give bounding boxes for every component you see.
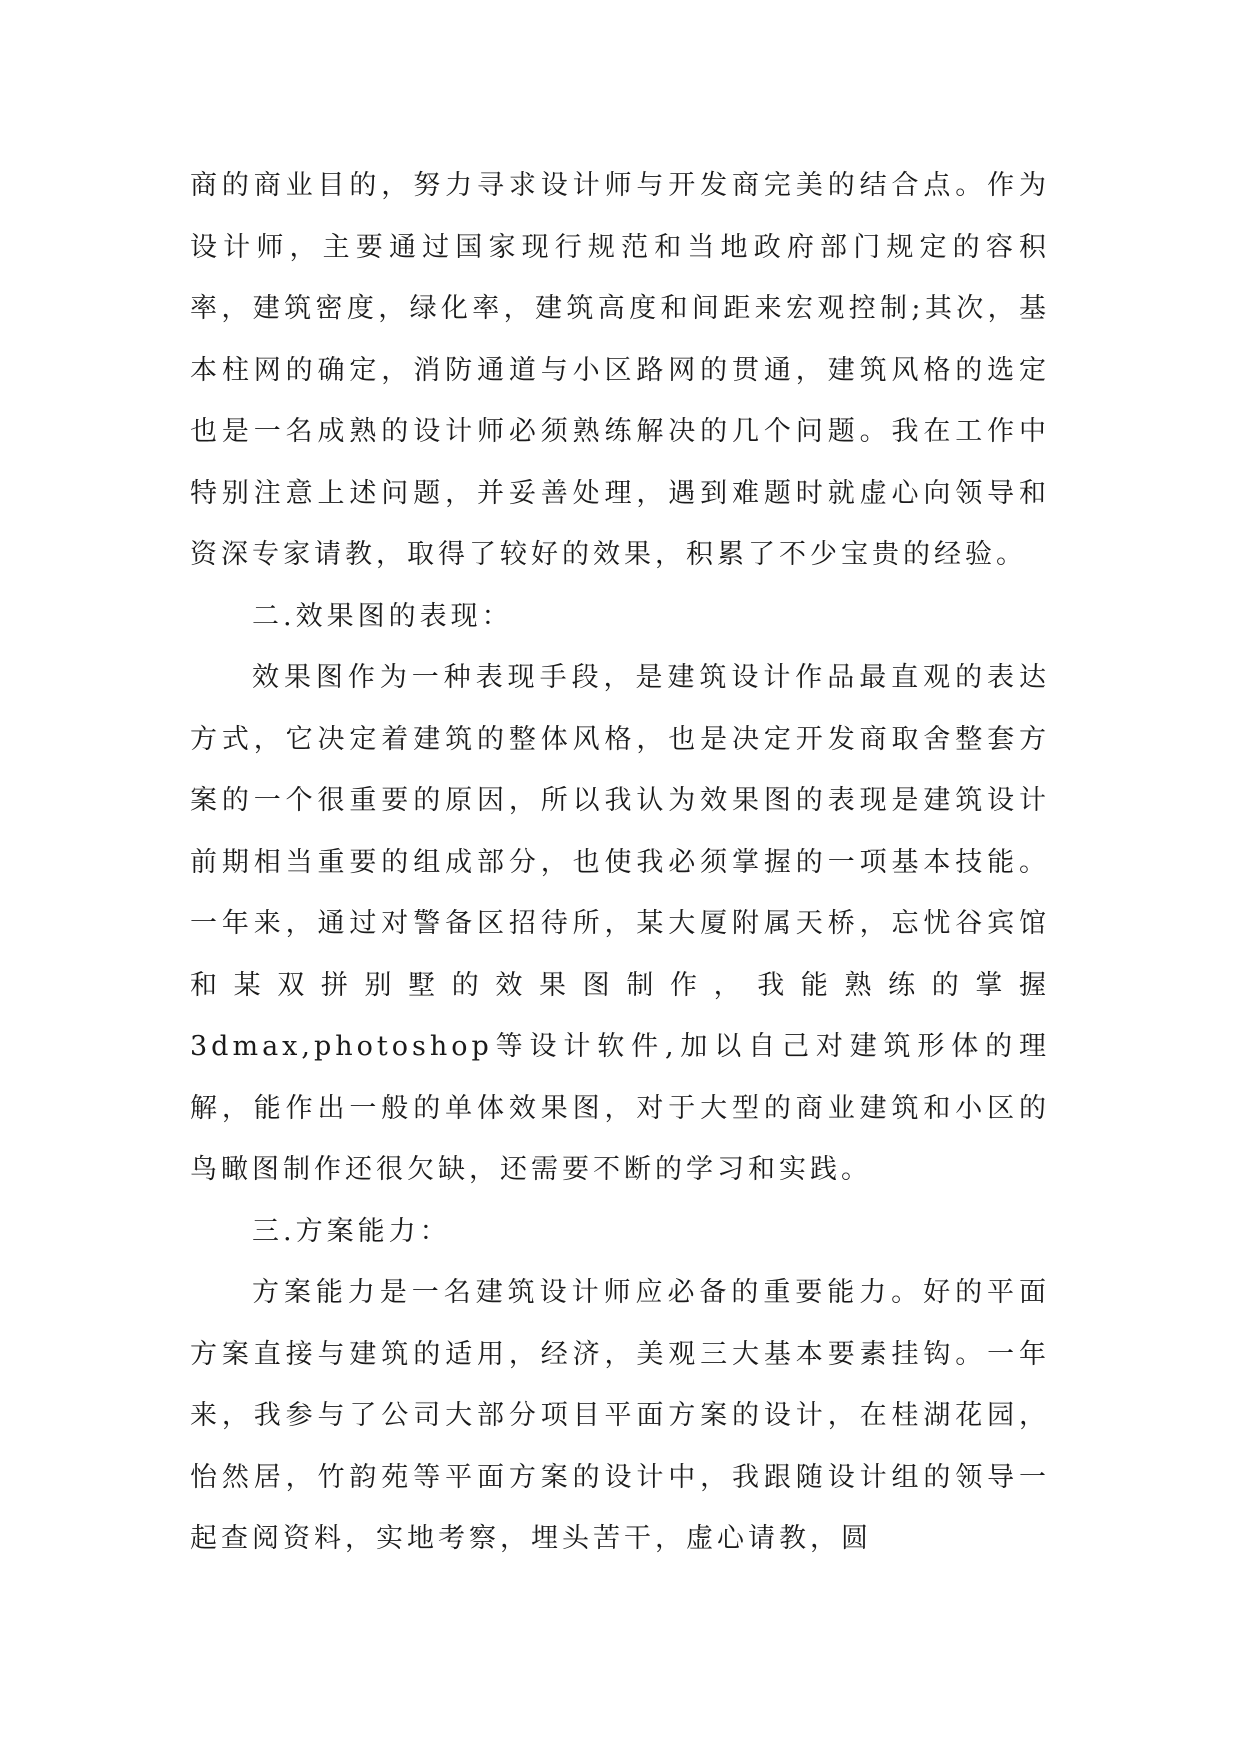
section-heading-scheme-ability: 三.方案能力： — [252, 1215, 451, 1247]
paragraph-scheme-ability: 方案能力是一名建筑设计师应必备的重要能力。好的平面方案直接与建筑的适用，经济，美观三大基本要素挂钩。一年来，我参与了公司大部分项目平面方案的设计，在桂湖花园，怡然居，竹韵苑等平面方案的设计中，我跟随设计组的领导一起查阅资料，实地考察，埋头苦干，虚心请教，圆 — [190, 1277, 1050, 1554]
paragraph-rendering: 效果图作为一种表现手段，是建筑设计作品最直观的表达方式，它决定着建筑的整体风格，也是决定开发商取舍整套方案的一个很重要的原因，所以我认为效果图的表现是建筑设计前期相当重要的组成部分，也使我必须掌握的一项基本技能。一年来，通过对警备区招待所，某大厦附属天桥，忘忧谷宾馆和某双拼别墅的效果图制作，我能熟练的掌握3dmax,photoshop等设计软件,加以自己对建筑形体的理解，能作出一般的单体效果图，对于大型的商业建筑和小区的鸟瞰图制作还很欠缺，还需要不断的学习和实践。 — [190, 662, 1050, 1185]
section-heading-rendering: 二.效果图的表现： — [252, 600, 513, 632]
document-body — [190, 155, 1050, 1570]
paragraph-continuation: 商的商业目的，努力寻求设计师与开发商完美的结合点。作为设计师，主要通过国家现行规范和当地政府部门规定的容积率，建筑密度，绿化率，建筑高度和间距来宏观控制;其次，基本柱网的确定，消防通道与小区路网的贯通，建筑风格的选定也是一名成熟的设计师必须熟练解决的几个问题。我在工作中特别注意上述问题，并妥善处理，遇到难题时就虚心向领导和资深专家请教，取得了较好的效果，积累了不少宝贵的经验。 — [190, 170, 1050, 570]
